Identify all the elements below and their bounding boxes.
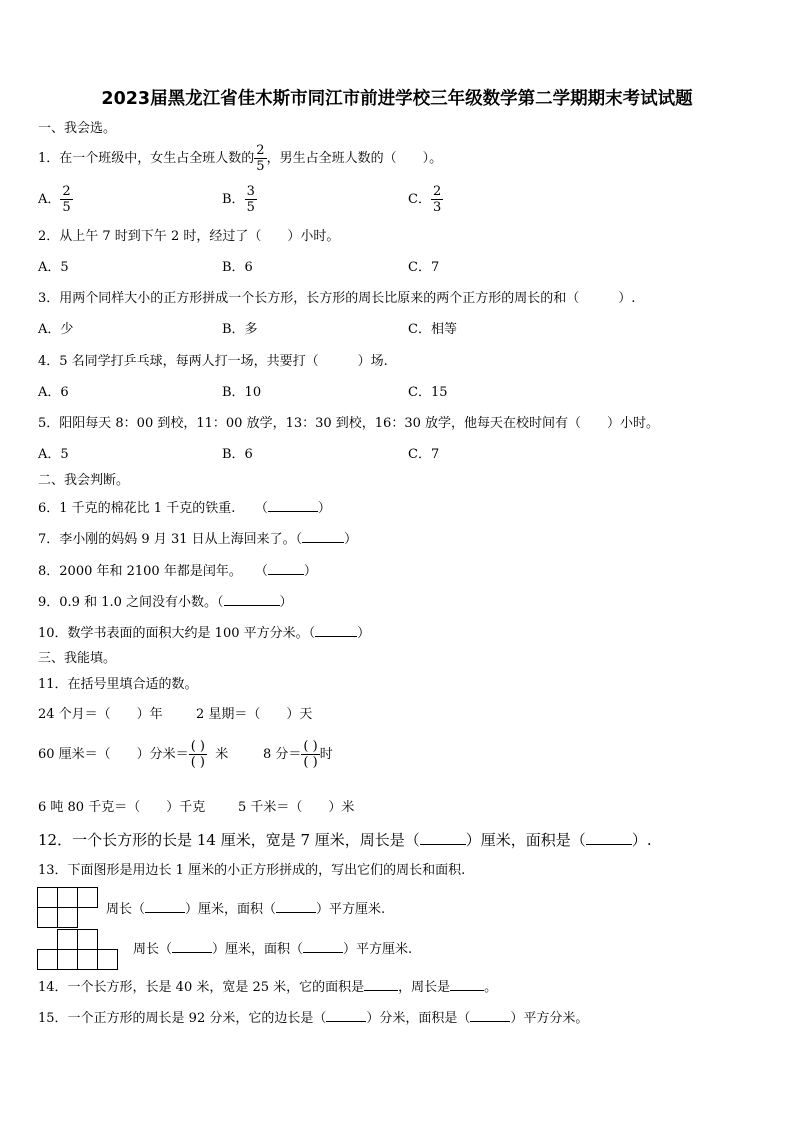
q7-close: ） [344,532,358,547]
q7-text: 7．李小刚的妈妈 9 月 31 日从上海回来了。（ [38,532,303,547]
grid-square [38,888,58,908]
question-3: 3．用两个同样大小的正方形拼成一个长方形，长方形的周长比原来的两个正方形的周长的和（ ）. [38,291,636,306]
option-label: C． [408,192,431,207]
q12-text-a: 12．一个长方形的长是 14 厘米，宽是 7 厘米，周长是（ [38,831,420,849]
q1-option-c[interactable] [408,185,443,214]
frac-denominator-blank[interactable]: ( ) [303,755,318,770]
q15-area-blank[interactable] [470,1009,510,1022]
q10-close: ） [357,626,371,641]
option-label: B． [222,192,245,207]
q14-text-c: 。 [484,980,498,995]
question-9 [38,593,293,611]
q15-text-a: 15．一个正方形的周长是 92 分米，它的边长是（ [38,1011,327,1026]
grid-square [98,950,118,970]
q12-text-c: ）. [631,831,652,849]
q1-frac-numerator: 2 [256,143,265,158]
q11-item-tons: 6 吨 80 千克＝（ ）千克 [38,800,206,815]
q15-text-b: ）分米，面积是（ [366,1011,471,1026]
q4-option-c[interactable]: C．15 [408,385,448,400]
q11-item-weeks: 2 星期＝（ ）天 [196,707,313,722]
question-8 [38,562,317,580]
q13-f2-text-c: ）平方厘米. [343,942,413,957]
q5-option-c[interactable]: C．7 [408,447,440,462]
q11-cm-text: 60 厘米＝（ ）分米＝ [38,747,189,762]
q5-option-b[interactable]: B．6 [222,447,253,462]
q14-text-b: ，周长是 [398,980,451,995]
q3-option-c[interactable]: C．相等 [408,322,457,337]
section-heading-fill: 三、我能填。 [38,651,117,666]
q6-text: 6．1 千克的棉花比 1 千克的铁重. （ [38,501,268,516]
q2-option-a[interactable]: A．5 [38,260,69,275]
frac-numerator-blank[interactable]: ( ) [190,739,205,754]
question-12 [38,832,652,848]
q12-perimeter-blank[interactable] [420,832,466,845]
q1-option-b[interactable] [222,185,257,214]
question-14 [38,978,497,996]
frac-numerator: 3 [246,184,255,199]
q10-text: 10．数学书表面的面积大约是 100 平方分米。（ [38,626,316,641]
q10-answer-blank[interactable] [315,624,357,637]
q13-f1-text-c: ）平方厘米. [316,902,386,917]
grid-square [78,930,98,950]
q13-f2-area-blank[interactable] [303,940,343,953]
q9-close: ） [279,595,293,610]
frac-denominator: 3 [432,200,442,215]
grid-square [58,950,78,970]
q1-fraction [254,144,266,173]
q11-unit-hour: 时 [319,747,333,762]
q9-text: 9．0.9 和 1.0 之间没有小数。（ [38,595,224,610]
question-13: 13．下面图形是用边长 1 厘米的小正方形拼成的，写出它们的周长和面积. [38,863,466,878]
section-heading-judge: 二、我会判断。 [38,473,130,488]
q8-text: 8．2000 年和 2100 年都是闰年。 （ [38,564,268,579]
q1-text-pre: 1．在一个班级中，女生占全班人数的 [38,151,255,166]
question-1 [38,144,442,173]
q11-item-centimeters [38,740,228,769]
q3-option-b[interactable]: B．多 [222,322,258,337]
q13-figure-2 [37,929,119,971]
q13-f1-text-b: ）厘米，面积（ [185,902,277,917]
q6-answer-blank[interactable] [268,499,318,512]
q12-text-b: ）厘米，面积是（ [465,831,586,849]
question-15 [38,1009,588,1027]
grid-square [78,950,98,970]
frac-numerator-blank[interactable]: ( ) [303,739,318,754]
frac-denominator: 5 [246,200,255,215]
q13-f2-text-b: ）厘米，面积（ [212,942,304,957]
q4-option-a[interactable]: A．6 [38,385,69,400]
q11-min-text: 8 分＝ [263,747,302,762]
frac-denominator-blank[interactable]: ( ) [190,755,205,770]
question-2: 2．从上午 7 时到下午 2 时，经过了（ ）小时。 [38,229,340,244]
q3-option-a[interactable]: A．少 [38,322,74,337]
q13-f1-area-blank[interactable] [276,900,316,913]
q7-answer-blank[interactable] [302,530,344,543]
q2-option-c[interactable]: C．7 [408,260,440,275]
question-6 [38,499,331,517]
frac-denominator: 5 [62,200,71,215]
q11-unit-meter: 米 [215,747,229,762]
option-label: A． [38,192,61,207]
question-10 [38,624,370,642]
q6-close: ） [317,501,331,516]
grid-square [38,950,58,970]
page-title: 2023届黑龙江省佳木斯市同江市前进学校三年级数学第二学期期末考试试题 [101,89,693,109]
q11-item-months: 24 个月＝（ ）年 [38,707,163,722]
question-5: 5．阳阳每天 8：00 到校，11：00 放学，13：30 到校，16：30 放学，他每天在校时间有（ ）小时。 [38,416,659,431]
frac-numerator: 2 [432,184,442,199]
q11-item-minutes [263,740,333,769]
q1-frac-denominator: 5 [256,159,265,174]
q14-text-a: 14．一个长方形，长是 40 米，宽是 25 米，它的面积是 [38,980,365,995]
q14-perimeter-blank[interactable] [450,978,484,991]
grid-square [78,888,98,908]
q12-area-blank[interactable] [586,832,632,845]
q13-f1-perimeter-blank[interactable] [145,900,185,913]
grid-square [58,888,78,908]
section-heading-choose: 一、我会选。 [38,121,117,136]
grid-square [58,930,78,950]
q1-option-a[interactable] [38,185,73,214]
q14-area-blank[interactable] [364,978,398,991]
q13-f2-perimeter-blank[interactable] [172,940,212,953]
q13-figure-1 [37,887,99,929]
q13-figure-1-answer [106,900,385,918]
q15-text-c: ）平方分米。 [510,1011,589,1026]
q13-figure-2-answer [133,940,412,958]
q13-f2-text-a: 周长（ [133,942,173,957]
question-7 [38,530,357,548]
q4-option-b[interactable]: B．10 [222,385,262,400]
question-4: 4．5 名同学打乒乓球，每两人打一场，共要打（ ）场. [38,354,388,369]
q9-answer-blank[interactable] [224,593,280,606]
question-11: 11．在括号里填合适的数。 [38,677,198,692]
q8-answer-blank[interactable] [268,562,304,575]
q11-item-kilometers: 5 千米＝（ ）米 [238,800,355,815]
q1-text-post: ，男生占全班人数的（ ）。 [266,151,443,166]
q15-side-blank[interactable] [326,1009,366,1022]
q2-option-b[interactable]: B．6 [222,260,253,275]
grid-square [58,908,78,928]
grid-square [38,908,58,928]
q8-close: ） [303,564,317,579]
frac-numerator: 2 [62,184,71,199]
q13-f1-text-a: 周长（ [106,902,146,917]
q5-option-a[interactable]: A．5 [38,447,69,462]
